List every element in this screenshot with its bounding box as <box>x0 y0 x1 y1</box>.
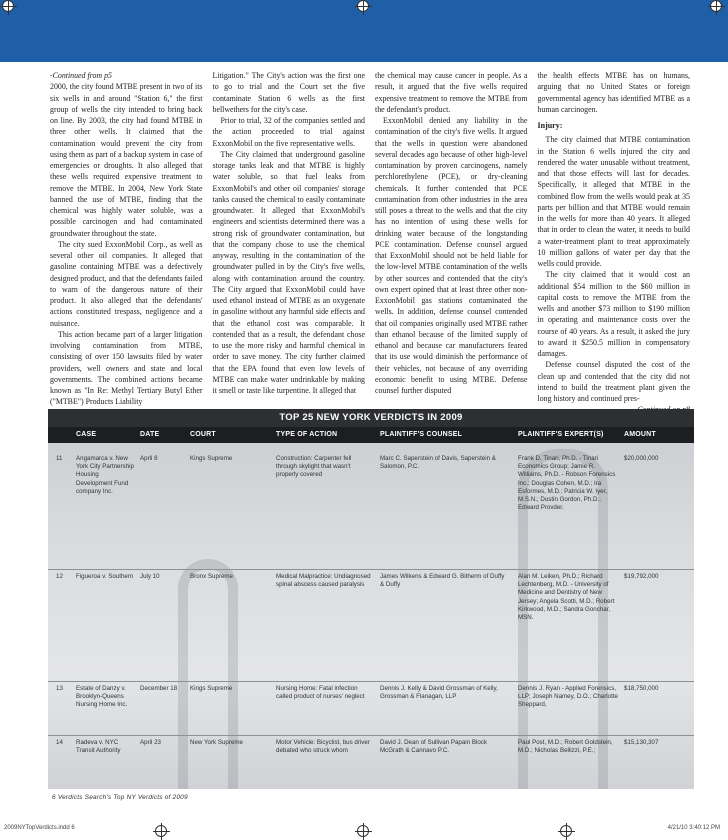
counsel-cell: James Wilkens & Edward G. Bitherm of Duffy & Duffy <box>380 573 505 589</box>
page-footer-caption: 6 Verdicts Search's Top NY Verdicts of 2009 <box>52 794 188 801</box>
rank-cell: 14 <box>56 739 63 746</box>
paragraph: ExxonMobil denied any liability in the contamination of the city's five wells. It argued that the wells in question were abandoned several decades ago because of other high-level contamination by proven carcinogens, namely perchlorethylene (PCE), or dry-cleaning chemicals. It further contended that PCE contamination from other industries in the area still poses a threat to the wells and that the city has no intention of using these wells for drinking water because of the longstanding PCE contamination. Defense counsel argued that ExxonMobil should not be held liable for the low-level MTBE contamination of the wells by other sources and contended that the city's own expert opined that at least three other non-ExxonMobil gas stations contaminated the wells. In addition, defense counsel contended that oil companies originally used MTBE rather than ethanol because of the limited supply of ethanol and because car manufacturers feared that its use would diminish the performance of their vehicles, not because of any overriding economic benefit to using MTBE. Defense counsel further disputed <box>375 116 528 395</box>
rank-cell: 12 <box>56 573 63 580</box>
paragraph: 2000, the city found MTBE present in two of its six wells in and around "Station 6," the first group of wells the city intended to bring back on line. By 2003, the city had found MTBE in three other wells. It claimed that the contamination would prevent the city from using them as part of a backup system in case of emergencies or droughts. It also alleged that these wells required expensive treatment to remove the MTBE. In 2004, New York State banned the use of MTBE, finding that the chemical was highly water soluble, was a possible carcinogen and had contaminated groundwater throughout the state. <box>50 82 203 238</box>
paragraph: The city claimed that MTBE contamination in the Station 6 wells injured the city and rendered the water unusable without treatment, and that those effects will last for decades. Specifically, it alleged that MTBE in the combined flow from the wells would peak at 35 parts per billion and that MTBE would remain in the wells for more than 40 years. It alleged that in order to clean the water, it needs to build a water-treatment plant to treat approximately 10 million gallons of water per day that the wells could provide. <box>537 135 690 268</box>
row-divider <box>48 569 694 570</box>
row-divider <box>48 735 694 736</box>
date-cell: April 23 <box>140 739 161 746</box>
paragraph: The City claimed that underground gasoline storage tanks leak and that MTBE is highly water soluble, so that fuel leaks from ExxonMobil's and other oil companies' storage tanks caused the chemical to easily contaminate groundwater. It alleged that ExxonMobil's engineers and scientists determined there was a strong risk of groundwater contamination, but that the company chose to use the chemical anyway, resulting in the contamination of the groundwater pulled in by the City's five wells, along with contamination around the country. The City argued that ExxonMobil could have used ethanol instead of MTBE as an oxygenate in gasoline without any harmful side effects and that the ethanol cost was comparable. It contended that as a result, the defendant chose to use the more risky and harmful chemical in order to save money. The city further claimed that the EPA found that even low levels of MTBE can make water undrinkable by making it smell or taste like turpentine. It alleged that <box>212 149 365 395</box>
case-cell: Angamarca v. New York City Partnership Housing Development Fund company Inc. <box>76 455 134 495</box>
paragraph: The city sued ExxonMobil Corp., as well as several other oil companies. It alleged that gasoline containing MTBE was a defectively designed product, and that the defendants failed to warn of the dangerous nature of their product. It also alleged that the defendants' actions constituted trespass, negligence and a nuisance. <box>50 239 203 328</box>
registration-mark-icon <box>357 0 369 12</box>
article-column-3 <box>375 70 528 406</box>
counsel-cell: David J. Dean of Sullivan Papain Block McGrath & Cannavo P.C. <box>380 739 487 755</box>
date-cell: December 18 <box>140 685 178 692</box>
header-amount: AMOUNT <box>624 431 656 438</box>
header-date: DATE <box>140 431 160 438</box>
row-divider <box>48 681 694 682</box>
court-cell: Kings Supreme <box>190 685 233 692</box>
registration-mark-icon <box>710 0 722 12</box>
action-cell: Motor Vehicle: Bicyclist, bus driver debated who struck whom <box>276 739 370 755</box>
amount-cell: $18,750,000 <box>624 685 659 692</box>
header-case: CASE <box>76 431 97 438</box>
counsel-cell: Marc C. Saperstein of Davis, Saperstein & Salomon, P.C. <box>380 455 496 471</box>
article-column-1 <box>50 70 203 406</box>
counsel-cell: Dennis J. Kelly & David Grossman of Kelly, Grossman & Flanagan, LLP <box>380 685 498 701</box>
article-column-2 <box>213 70 366 406</box>
verdicts-table <box>48 409 694 789</box>
date-cell: July 10 <box>140 573 160 580</box>
date-cell: April 8 <box>140 455 158 462</box>
paragraph: Defense counsel disputed the cost of the clean up and contended that the city did not intend to build the treatment plant given the long history and continued pres- <box>537 360 690 403</box>
table-row <box>48 451 694 569</box>
header-court: COURT <box>190 431 216 438</box>
experts-cell: Alan M. Leiken, Ph.D.; Richard Lechtenberg, M.D. - University of Medicine and Dentistry of New Jersey; Angela Scotti, M.D.; Robert Kirkwood, M.D.; Sandra Gonchar, MSN. <box>518 573 615 622</box>
paragraph: Litigation." The City's action was the first one to go to trial and the Court set the five contaminate Station 6 wells as the first bellwethers for the city's case. <box>212 71 365 114</box>
header-type-of-action: TYPE OF ACTION <box>276 431 338 438</box>
amount-cell: $20,000,000 <box>624 455 659 462</box>
action-cell: Medical Malpractice: Undiagnosed spinal abscess caused paralysis <box>276 573 371 589</box>
rank-cell: 11 <box>56 455 63 462</box>
amount-cell: $15,130,307 <box>624 739 659 746</box>
table-row <box>48 681 694 735</box>
court-cell: New York Supreme <box>190 739 243 746</box>
table-row <box>48 569 694 681</box>
table-row <box>48 735 694 789</box>
continued-from-note: -Continued from p5 <box>50 71 112 80</box>
case-cell: Figueroa v. Southern <box>76 573 134 580</box>
injury-subheading: Injury: <box>537 121 563 130</box>
court-cell: Kings Supreme <box>190 455 233 462</box>
paragraph: the health effects MTBE has on humans, arguing that no United States or foreign governmental agency has identified MTBE as a human carcinogen. <box>537 71 690 114</box>
slug-file-name: 2009NYTopVerdicts.indd 6 <box>4 825 75 831</box>
header-plaintiffs-counsel: PLAINTIFF'S COUNSEL <box>380 431 463 438</box>
experts-cell: Dennis J. Ryan - Applied Forensics, LLP; Joseph Namey, D.O.; Charlotte Sheppard, <box>518 685 618 709</box>
amount-cell: $19,792,000 <box>624 573 659 580</box>
experts-cell: Frank D. Tinari, Ph.D. - Tinari Economics Group; Jamie R. Williams, Ph.D. - Robson Forensics Inc.; Douglas Cohen, M.D.; Ira Esformes, M.D.; Patricia W. Iyer, M.S.N.; Dustin Gordon, Ph.D.; Edward Provder. <box>518 455 616 512</box>
paragraph: the chemical may cause cancer in people. As a result, it argued that the five wells required expensive treatment to remove the MTBE from the defendant's product. <box>375 71 528 114</box>
paragraph: Prior to trial, 32 of the companies settled and the action proceeded to trial against ExxonMobil on the five representative wells. <box>212 116 365 148</box>
rank-cell: 13 <box>56 685 63 692</box>
registration-mark-icon <box>560 825 572 837</box>
action-cell: Nursing Home: Fatal infection called product of nurses' neglect <box>276 685 365 701</box>
header-plaintiffs-experts: PLAINTIFF'S EXPERT(S) <box>518 431 604 438</box>
article-body <box>50 70 690 406</box>
registration-mark-icon <box>155 825 167 837</box>
case-cell: Radeva v. NYC Transit Authority <box>76 739 121 755</box>
action-cell: Construction: Carpenter fell through skylight that wasn't properly covered <box>276 455 352 479</box>
paragraph: The city claimed that it would cost an additional $54 million to the $60 million in capital costs to remove the MTBE from the wells and another $73 million to $190 million in operating and maintenance costs over the course of 40 years. As a result, it asked the jury to award it $250.5 million in compensatory damages. <box>537 270 690 358</box>
case-cell: Estate of Danzy v. Brooklyn-Queens Nursing Home Inc. <box>76 685 128 709</box>
registration-mark-icon <box>2 0 14 12</box>
paragraph: This action became part of a larger litigation involving contamination from MTBE, consisting of over 150 lawsuits filed by water providers, well owners and state and local governments. The combined actions became known as "In Re: Methyl Tertiary Butyl Ether ("MTBE") Products Liability <box>50 329 203 407</box>
registration-mark-icon <box>357 825 369 837</box>
experts-cell: Paul Post, M.D.; Robert Goldstein, M.D.; Nicholas Bellizzi, P.E.; <box>518 739 613 755</box>
article-column-4 <box>538 70 691 406</box>
table-header-row <box>48 427 694 443</box>
slug-timestamp: 4/21/10 3:40:12 PM <box>667 825 720 831</box>
table-title: TOP 25 NEW YORK VERDICTS IN 2009 <box>48 409 694 427</box>
court-cell: Bronx Supreme <box>190 573 233 580</box>
